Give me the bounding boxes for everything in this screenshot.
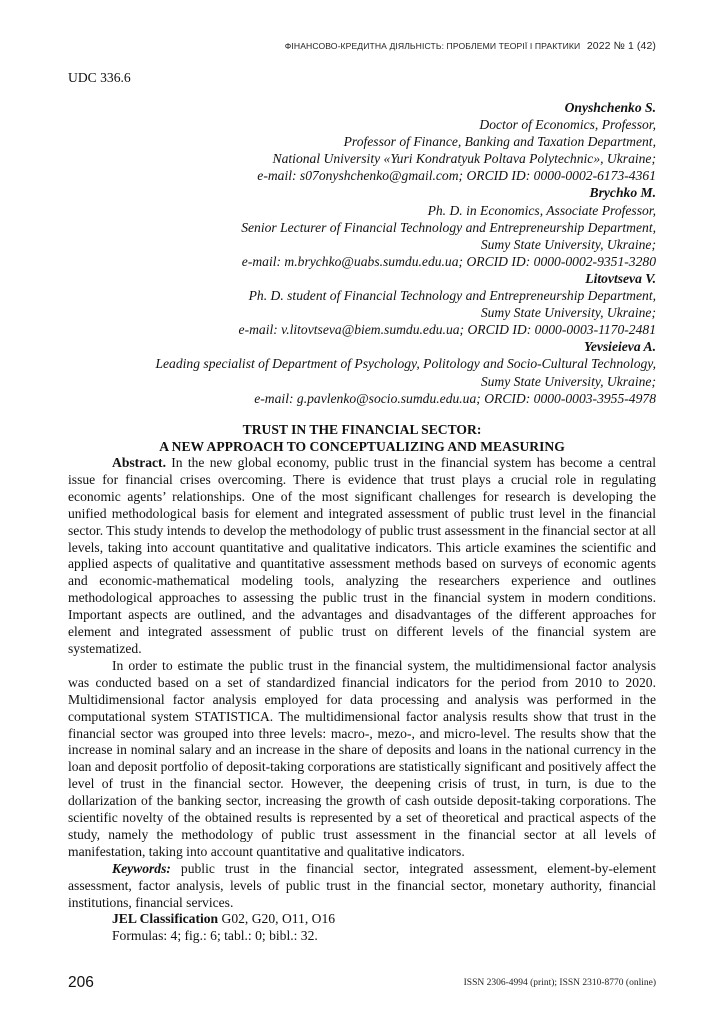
author-contact-line: e-mail: s07onyshchenko@gmail.com; ORCID ID: 0000-0002-6173-4361 [257,168,656,184]
author-contact-line: e-mail: v.litovtseva@biem.sumdu.edu.ua; ORCID ID: 0000-0003-1170-2481 [238,322,656,338]
page-number: 206 [68,974,94,991]
abstract-text: In the new global economy, public trust in the financial system has become a central issue for financial crises overcoming. There is evidence that trust plays a crucial role in regulating economic agents’ relationships. One of the most significant challenges for research is developing the unified methodological basis for element and integrated assessment of public trust level in the financial sector. This study intends to develop the methodology of public trust assessment in the financial sector at all levels, taking into account quantitative and qualitative indicators. This article examines the scientific and applied aspects of qualitative and quantitative assessment methods based on surveys of economic agents and economic-mathematical modeling tools, analyzing the researchers experience and outlines methodological approaches to assessing the public trust in the financial system in modern conditions. Important aspects are outlined, and the advantages and disadvantages of the different approaches for element and integrated assessment of public trust on different levels of the financial system are systematized. [68,455,656,656]
article-title [68,421,656,455]
author-name: Yevsieieva A. [584,339,656,355]
author-affiliation-line: National University «Yuri Kondratyuk Poltava Polytechnic», Ukraine; [272,151,656,167]
author-name: Litovtseva V. [585,270,656,286]
keywords-text: public trust in the financial sector, integrated assessment, element-by-element assessment, factor analysis, levels of public trust in the financial sector, monetary authority, financial institutions, financial services. [68,860,656,910]
author-contact-line: e-mail: m.brychko@uabs.sumdu.edu.ua; ORCID ID: 0000-0002-9351-3280 [241,253,656,269]
author-contact-line: e-mail: g.pavlenko@socio.sumdu.edu.ua; ORCID: 0000-0003-3955-4978 [254,390,656,406]
author-name: Brychko M. [589,185,656,201]
abstract-paragraph [68,455,656,658]
jel-label: JEL Classification [112,911,219,927]
issn-footer: ISSN 2306-4994 (print); ISSN 2310-8770 (online) [463,978,656,988]
author-affiliation-line: Doctor of Economics, Professor, [479,117,656,133]
author-name: Onyshchenko S. [564,100,656,115]
udc-code: UDC 336.6 [68,70,131,85]
author-affiliation-line: Sumy State University, Ukraine; [480,236,656,252]
author-affiliation-line: Senior Lecturer of Financial Technology and Entrepreneurship Department, [241,219,656,235]
title-line: A NEW APPROACH TO CONCEPTUALIZING AND MEASURING [159,439,565,454]
author-affiliation-line: Professor of Finance, Banking and Taxation Department, [343,134,656,150]
author-block [36,99,656,407]
keywords-paragraph [68,861,656,912]
jel-codes: G02, G20, O11, O16 [218,911,336,927]
author-affiliation-line: Sumy State University, Ukraine; [480,373,656,389]
formulas-count: Formulas: 4; fig.: 6; tabl.: 0; bibl.: 32. [112,928,318,944]
article-body [68,455,656,945]
jel-paragraph [68,911,656,928]
issue-number: 2022 № 1 (42) [586,40,656,52]
journal-title: ФІНАНСОВО-КРЕДИТНА ДІЯЛЬНІСТЬ: ПРОБЛЕМИ ТЕОРІЇ І ПРАКТИКИ [284,41,581,51]
running-head [285,40,656,52]
abstract-label: Abstract. [112,455,166,470]
author-affiliation-line: Leading specialist of Department of Psychology, Politology and Socio-Cultural Technology, [155,356,656,372]
author-affiliation-line: Sumy State University, Ukraine; [480,305,656,321]
title-line: TRUST IN THE FINANCIAL SECTOR: [242,422,482,437]
abstract-paragraph-2: In order to estimate the public trust in the financial system, the multidimensional factor analysis was conducted based on a set of standardized financial indicators for the period from 2010 to 2020. Multidimensional factor analysis employed for data processing and analysis was performed in the computational system STATISTICA. The multidimensional factor analysis results show that trust in the financial sector was grouped into three levels: macro-, mezo-, and micro-level. The results show that the increase in nominal salary and an increase in the share of deposits and loans in the national currency in the loan and deposit portfolio of deposit-taking corporations are statistically significant and positively affect the level of trust in the financial sector. However, the deepening crisis of trust, in turn, is due to the dollarization of the banking sector, increasing the growth of cash outside deposit-taking corporations. The scientific novelty of the obtained results is represented by a set of theoretical and practical aspects of the study, namely the methodology of public trust assessment in the financial sector at all levels of manifestation, taking into account quantitative and qualitative indicators. [68,657,656,859]
author-affiliation-line: Ph. D. student of Financial Technology and Entrepreneurship Department, [248,288,656,304]
keywords-label: Keywords: [112,860,171,876]
author-affiliation-line: Ph. D. in Economics, Associate Professor, [427,202,656,218]
